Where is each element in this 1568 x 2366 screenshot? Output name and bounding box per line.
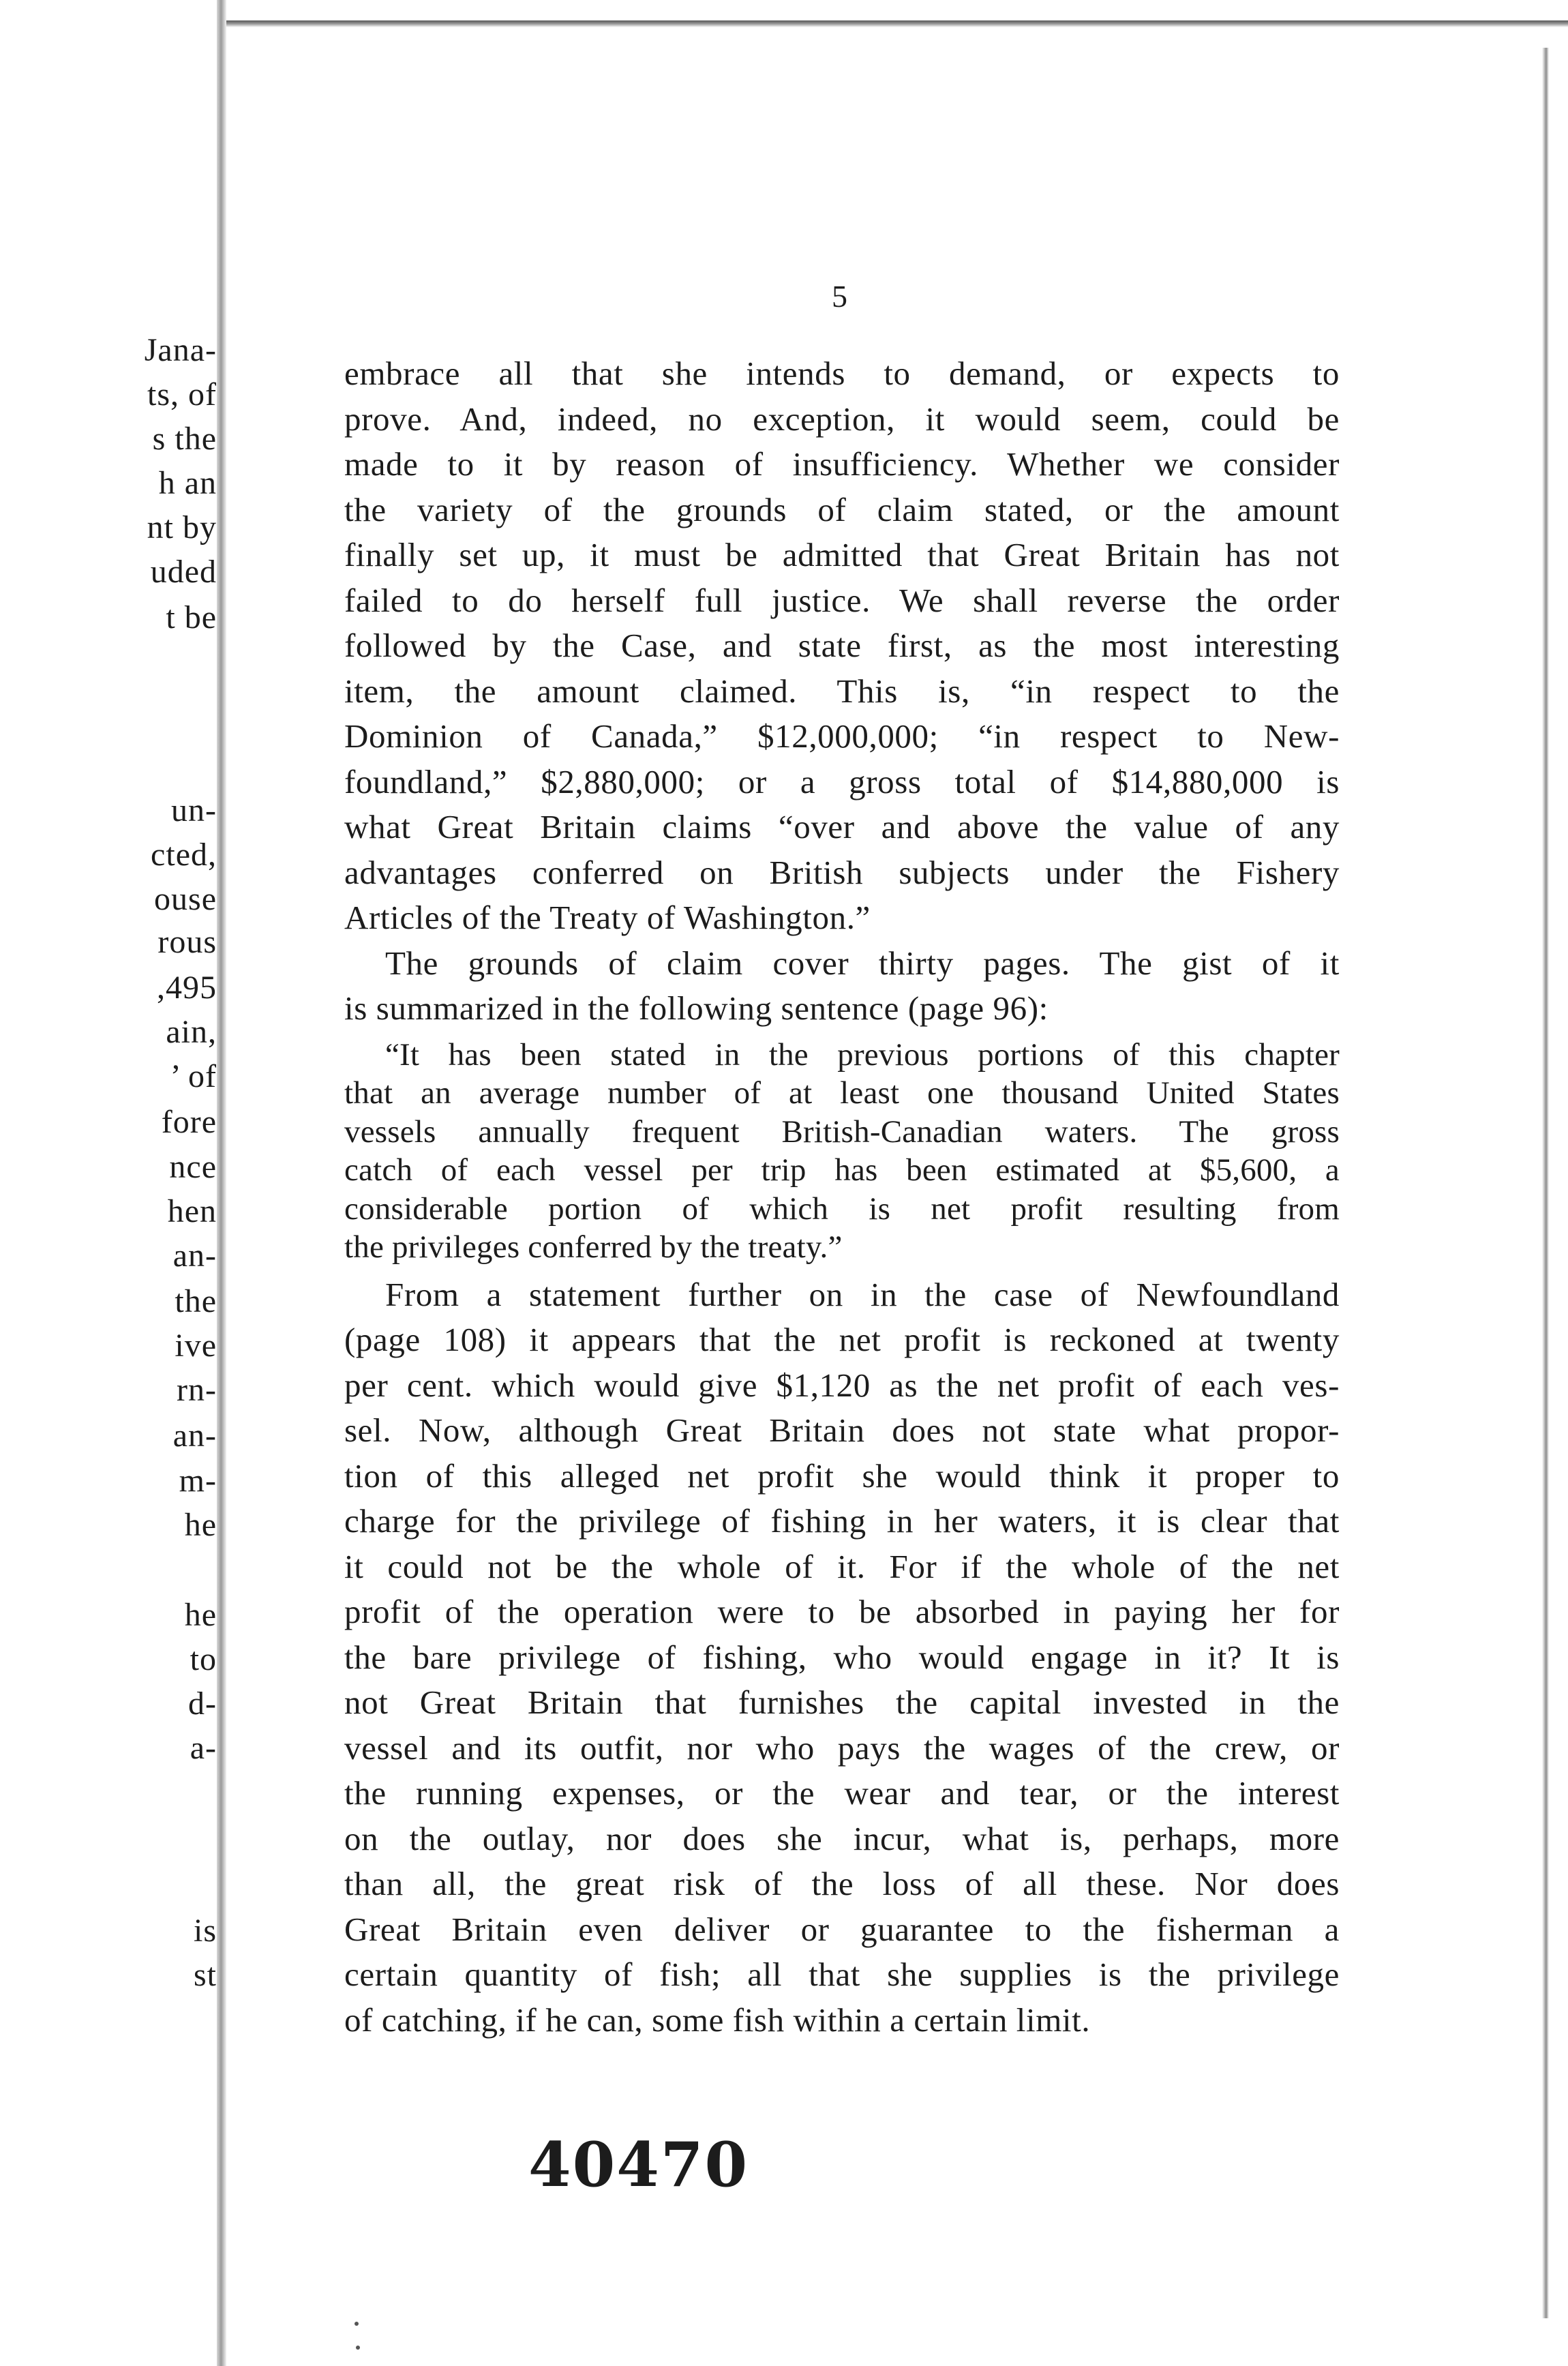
left-page-fragment: ouse — [154, 881, 217, 917]
left-page-fragment: Jana- — [144, 332, 217, 368]
text-line: advantages conferred on British subjects under the Fishery — [344, 853, 1340, 891]
left-page-fragment: fore — [161, 1104, 217, 1140]
catalog-number: 40470 — [528, 2129, 749, 2201]
left-page-fragment: he — [184, 1507, 217, 1543]
text-line: Dominion of Canada,” $12,000,000; “in respect to New- — [344, 717, 1340, 755]
left-page-fragment: an- — [172, 1418, 217, 1454]
left-page-fragment: he — [184, 1597, 217, 1633]
text-line: what Great Britain claims “over and above the value of any — [344, 808, 1340, 845]
text-line: charge for the privilege of fishing in her waters, it is clear that — [344, 1502, 1340, 1540]
text-line: (page 108) it appears that the net profit is reckoned at twenty — [344, 1321, 1340, 1358]
scan-speck — [356, 2346, 360, 2350]
left-page-fragment: h an — [158, 465, 217, 501]
left-page-fragment: ive — [175, 1328, 217, 1364]
text-line: the running expenses, or the wear and tear, or the interest — [344, 1774, 1340, 1812]
text-line: foundland,” $2,880,000; or a gross total of $14,880,000 is — [344, 762, 1340, 800]
paragraph-2 — [344, 941, 1340, 1032]
left-page-fragment: uded — [150, 554, 217, 590]
text-line: From a statement further on in the case of Newfoundland — [385, 1275, 1340, 1313]
scan-speck — [355, 2322, 359, 2326]
text-line: Great Britain even deliver or guarantee to the fisherman a — [344, 1910, 1340, 1948]
book-top-edge — [0, 20, 1568, 27]
text-line: the privileges conferred by the treaty.” — [344, 1229, 843, 1265]
left-page-fragment: d- — [188, 1686, 217, 1722]
text-line: vessel and its outfit, nor who pays the wages of the crew, or — [344, 1728, 1340, 1767]
text-line: made to it by reason of insufficiency. Whether we consider — [344, 445, 1340, 483]
text-line: item, the amount claimed. This is, “in respect to the — [344, 672, 1340, 710]
left-page-fragment: ,495 — [157, 970, 217, 1006]
text-line: considerable portion of which is net profit resulting from — [344, 1191, 1340, 1227]
left-page-fragment: ain, — [166, 1014, 217, 1050]
page-number: 5 — [832, 279, 847, 314]
paragraph-1 — [344, 351, 1340, 941]
text-line: vessels annually frequent British-Canadian waters. The gross — [344, 1113, 1340, 1150]
left-page-fragment: ’ of — [170, 1058, 217, 1094]
text-line: Articles of the Treaty of Washington.” — [344, 899, 871, 936]
text-line: than all, the great risk of the loss of all these. Nor does — [344, 1865, 1340, 1902]
text-line: the bare privilege of fishing, who would engage in it? It is — [344, 1638, 1340, 1676]
text-line: prove. And, indeed, no exception, it would seem, could be — [344, 400, 1340, 438]
text-line: followed by the Case, and state first, as the most interesting — [344, 627, 1340, 664]
left-page-fragment: rous — [157, 924, 217, 960]
left-page-fragment: a- — [190, 1730, 217, 1766]
text-line: of catching, if he can, some fish within a certain limit. — [344, 2001, 1091, 2039]
text-line: “It has been stated in the previous portions of this chapter — [385, 1036, 1340, 1073]
left-page-fragment: s the — [152, 421, 217, 457]
left-page-fragment: st — [193, 1957, 217, 1993]
left-page-fragment: nce — [169, 1149, 217, 1185]
left-page-fragment: to — [190, 1641, 217, 1677]
left-page-fragment: hen — [167, 1193, 217, 1229]
left-facing-page — [0, 0, 217, 2366]
left-page-fragment: is — [193, 1913, 217, 1949]
text-line: The grounds of claim cover thirty pages. The gist of it — [385, 944, 1340, 982]
text-line: catch of each vessel per trip has been estimated at $5,600, a — [344, 1152, 1340, 1188]
left-page-fragment: un- — [171, 792, 217, 828]
text-line: embrace all that she intends to demand, or expects to — [344, 355, 1340, 392]
left-page-fragment: ts, of — [147, 376, 217, 413]
text-line: not Great Britain that furnishes the capital invested in the — [344, 1683, 1340, 1721]
paragraph-3 — [344, 1272, 1340, 2043]
left-page-fragment: m- — [179, 1463, 217, 1499]
left-page-fragment: the — [175, 1283, 217, 1319]
left-page-fragment: t be — [166, 599, 217, 635]
text-line: profit of the operation were to be absorbed in paying her for — [344, 1593, 1340, 1630]
block-quote — [344, 1036, 1340, 1267]
page-edge-shadow — [1542, 48, 1549, 2318]
text-line: certain quantity of fish; all that she supplies is the privilege — [344, 1956, 1340, 1993]
text-line: per cent. which would give $1,120 as the net profit of each ves- — [344, 1366, 1340, 1404]
text-line: the variety of the grounds of claim stated, or the amount — [344, 490, 1340, 528]
text-line: finally set up, it must be admitted that Great Britain has not — [344, 536, 1340, 573]
left-page-fragment: rn- — [177, 1372, 217, 1408]
text-line: it could not be the whole of it. For if the whole of the net — [344, 1547, 1340, 1585]
left-page-fragment: nt by — [147, 509, 217, 545]
body-text — [344, 351, 1340, 2043]
text-line: sel. Now, although Great Britain does not state what propor- — [344, 1411, 1340, 1449]
text-line: that an average number of at least one thousand United States — [344, 1075, 1340, 1111]
text-line: on the outlay, nor does she incur, what is, perhaps, more — [344, 1819, 1340, 1857]
left-page-fragment: cted, — [151, 837, 217, 873]
left-page-fragment: an- — [172, 1238, 217, 1274]
text-line: is summarized in the following sentence (page 96): — [344, 989, 1049, 1027]
page-gutter — [217, 0, 226, 2366]
text-line: tion of this alleged net profit she would think it proper to — [344, 1456, 1340, 1495]
text-line: failed to do herself full justice. We shall reverse the order — [344, 581, 1340, 619]
